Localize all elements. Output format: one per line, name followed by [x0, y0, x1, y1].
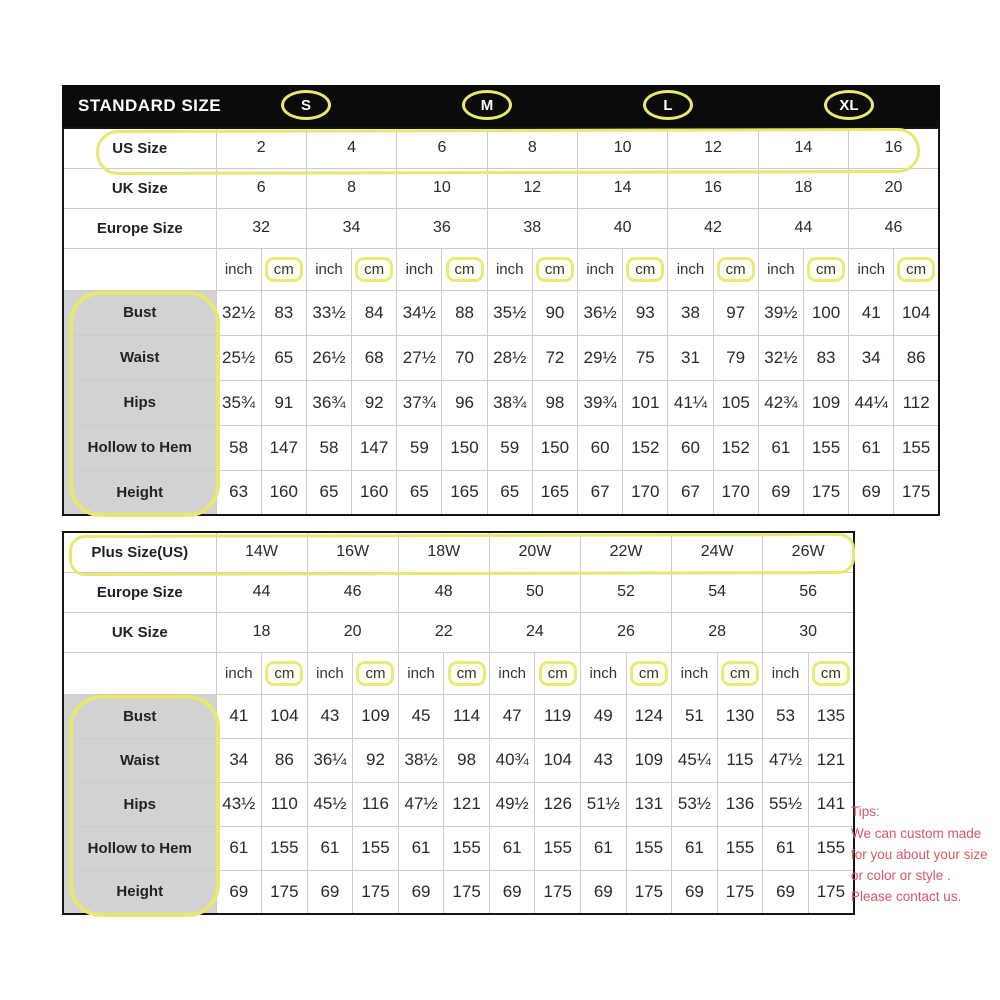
- measurement-value: 116: [353, 782, 399, 826]
- measurement-value: 69: [763, 870, 809, 914]
- measurement-value: 130: [717, 694, 763, 738]
- measurement-row: [63, 290, 939, 335]
- measurement-value: 51: [672, 694, 718, 738]
- measurement-value: 45: [398, 694, 444, 738]
- measurement-value: 60: [578, 425, 623, 470]
- unit-inch-label: inch: [398, 652, 444, 694]
- measurement-value: 51½: [581, 782, 627, 826]
- size-value: 22W: [581, 532, 672, 572]
- measurement-value: 152: [623, 425, 668, 470]
- measurement-value: 165: [532, 470, 577, 515]
- measurement-value: 49: [581, 694, 627, 738]
- measurement-value: 98: [532, 380, 577, 425]
- measurement-value: 25½: [216, 335, 261, 380]
- measurement-label: Height: [63, 870, 216, 914]
- size-value: 48: [398, 572, 489, 612]
- size-value: 6: [397, 128, 487, 168]
- size-value: 40: [578, 208, 668, 248]
- measurement-row: [63, 738, 854, 782]
- measurement-value: 63: [216, 470, 261, 515]
- measurement-value: 104: [535, 738, 581, 782]
- measurement-value: 175: [803, 470, 848, 515]
- measurement-value: 29½: [578, 335, 623, 380]
- cm-highlight-box: cm: [721, 661, 759, 686]
- cm-highlight-box: cm: [717, 257, 755, 282]
- measurement-value: 84: [352, 290, 397, 335]
- size-value: 20W: [489, 532, 580, 572]
- header-row: [63, 168, 939, 208]
- measurement-value: 33½: [306, 290, 351, 335]
- measurement-label: Bust: [63, 290, 216, 335]
- measurement-value: 155: [803, 425, 848, 470]
- unit-cm-cell: [717, 652, 763, 694]
- tips-line: We can custom made: [851, 826, 982, 841]
- measurement-value: 32½: [758, 335, 803, 380]
- measurement-value: 124: [626, 694, 672, 738]
- unit-cm-cell: [353, 652, 399, 694]
- measurement-label: Bust: [63, 694, 216, 738]
- unit-cm-cell: [442, 248, 487, 290]
- measurement-value: 36½: [578, 290, 623, 335]
- measurement-value: 175: [353, 870, 399, 914]
- measurement-value: 65: [487, 470, 532, 515]
- measurement-value: 175: [894, 470, 939, 515]
- measurement-value: 41: [216, 694, 262, 738]
- measurement-value: 61: [758, 425, 803, 470]
- custom-tips-note: [851, 801, 999, 907]
- header-row: [63, 128, 939, 168]
- size-value: 54: [672, 572, 763, 612]
- unit-cm-cell: [713, 248, 758, 290]
- measurement-value: 105: [713, 380, 758, 425]
- row-label: Europe Size: [63, 572, 216, 612]
- measurement-row: [63, 470, 939, 515]
- size-value: 44: [758, 208, 848, 248]
- size-value: 8: [306, 168, 396, 208]
- standard-size-title: STANDARD SIZE: [78, 96, 222, 115]
- measurement-value: 100: [803, 290, 848, 335]
- row-label: US Size: [63, 128, 216, 168]
- size-value: 26: [581, 612, 672, 652]
- measurement-label: Hips: [63, 380, 216, 425]
- header-row: [63, 208, 939, 248]
- measurement-value: 58: [216, 425, 261, 470]
- cm-highlight-box: cm: [446, 257, 484, 282]
- unit-inch-label: inch: [216, 652, 262, 694]
- measurement-value: 175: [808, 870, 854, 914]
- size-value: 46: [849, 208, 939, 248]
- measurement-value: 28½: [487, 335, 532, 380]
- measurement-value: 69: [307, 870, 353, 914]
- unit-cm-cell: [262, 652, 308, 694]
- measurement-value: 36¼: [307, 738, 353, 782]
- size-value: 44: [216, 572, 307, 612]
- size-value: 34: [306, 208, 396, 248]
- measurement-value: 155: [808, 826, 854, 870]
- size-value: 14W: [216, 532, 307, 572]
- unit-inch-label: inch: [581, 652, 627, 694]
- size-value: 2: [216, 128, 306, 168]
- measurement-value: 175: [262, 870, 308, 914]
- measurement-value: 147: [261, 425, 306, 470]
- unit-inch-label: inch: [306, 248, 351, 290]
- measurement-row: [63, 335, 939, 380]
- size-value: 56: [763, 572, 854, 612]
- measurement-value: 47½: [763, 738, 809, 782]
- size-value: 16: [668, 168, 758, 208]
- measurement-value: 47: [489, 694, 535, 738]
- unit-cm-cell: [623, 248, 668, 290]
- measurement-value: 110: [262, 782, 308, 826]
- measurement-value: 55½: [763, 782, 809, 826]
- measurement-value: 150: [442, 425, 487, 470]
- standard-size-header-bar: [62, 85, 940, 127]
- measurement-value: 67: [668, 470, 713, 515]
- measurement-value: 150: [532, 425, 577, 470]
- size-value: 18W: [398, 532, 489, 572]
- size-value: 10: [397, 168, 487, 208]
- measurement-value: 69: [758, 470, 803, 515]
- header-row: [63, 532, 854, 572]
- size-value: 38: [487, 208, 577, 248]
- size-value: 12: [668, 128, 758, 168]
- size-value: 24: [489, 612, 580, 652]
- measurement-value: 175: [717, 870, 763, 914]
- measurement-value: 65: [306, 470, 351, 515]
- size-value: 4: [306, 128, 396, 168]
- row-label: UK Size: [63, 612, 216, 652]
- cm-highlight-box: cm: [630, 661, 668, 686]
- measurement-value: 37¾: [397, 380, 442, 425]
- unit-inch-label: inch: [489, 652, 535, 694]
- measurement-value: 61: [398, 826, 444, 870]
- measurement-label: Waist: [63, 738, 216, 782]
- measurement-value: 175: [444, 870, 490, 914]
- unit-cm-cell: [894, 248, 939, 290]
- measurement-value: 160: [352, 470, 397, 515]
- tips-line: for you about your size: [851, 847, 988, 862]
- measurement-value: 45½: [307, 782, 353, 826]
- measurement-value: 86: [894, 335, 939, 380]
- cm-highlight-box: cm: [812, 661, 850, 686]
- measurement-value: 36¾: [306, 380, 351, 425]
- measurement-value: 39¾: [578, 380, 623, 425]
- measurement-value: 39½: [758, 290, 803, 335]
- unit-inch-label: inch: [216, 248, 261, 290]
- measurement-value: 67: [578, 470, 623, 515]
- measurement-value: 160: [261, 470, 306, 515]
- tips-line: or color or style .: [851, 868, 951, 883]
- measurement-value: 43: [581, 738, 627, 782]
- plus-size-grid: [62, 531, 855, 915]
- unit-cm-cell: [261, 248, 306, 290]
- cm-highlight-box: cm: [448, 661, 486, 686]
- unit-row: [63, 652, 854, 694]
- measurement-value: 92: [353, 738, 399, 782]
- measurement-value: 91: [261, 380, 306, 425]
- measurement-value: 38½: [398, 738, 444, 782]
- measurement-value: 31: [668, 335, 713, 380]
- measurement-value: 79: [713, 335, 758, 380]
- measurement-value: 165: [442, 470, 487, 515]
- unit-inch-label: inch: [672, 652, 718, 694]
- measurement-value: 32½: [216, 290, 261, 335]
- measurement-value: 38: [668, 290, 713, 335]
- measurement-value: 88: [442, 290, 487, 335]
- measurement-value: 43½: [216, 782, 262, 826]
- row-label: Europe Size: [63, 208, 216, 248]
- measurement-value: 104: [894, 290, 939, 335]
- measurement-value: 49½: [489, 782, 535, 826]
- measurement-value: 155: [535, 826, 581, 870]
- unit-row-label: [63, 248, 216, 290]
- measurement-value: 41: [849, 290, 894, 335]
- cm-highlight-box: cm: [807, 257, 845, 282]
- size-value: 20: [849, 168, 939, 208]
- measurement-value: 45¼: [672, 738, 718, 782]
- measurement-value: 38¾: [487, 380, 532, 425]
- size-badge-l: L: [643, 90, 693, 120]
- plus-size-table: [62, 531, 855, 915]
- size-value: 18: [216, 612, 307, 652]
- measurement-value: 170: [623, 470, 668, 515]
- measurement-value: 65: [261, 335, 306, 380]
- measurement-value: 155: [626, 826, 672, 870]
- measurement-value: 43: [307, 694, 353, 738]
- size-value: 26W: [763, 532, 854, 572]
- unit-inch-label: inch: [578, 248, 623, 290]
- measurement-value: 109: [626, 738, 672, 782]
- measurement-value: 141: [808, 782, 854, 826]
- unit-cm-cell: [535, 652, 581, 694]
- measurement-value: 114: [444, 694, 490, 738]
- size-value: 8: [487, 128, 577, 168]
- measurement-row: [63, 380, 939, 425]
- size-value: 18: [758, 168, 848, 208]
- measurement-value: 98: [444, 738, 490, 782]
- measurement-value: 155: [444, 826, 490, 870]
- measurement-label: Hollow to Hem: [63, 425, 216, 470]
- measurement-value: 34: [216, 738, 262, 782]
- measurement-value: 61: [489, 826, 535, 870]
- measurement-value: 60: [668, 425, 713, 470]
- measurement-value: 35½: [487, 290, 532, 335]
- unit-inch-label: inch: [397, 248, 442, 290]
- measurement-value: 69: [489, 870, 535, 914]
- measurement-value: 42¾: [758, 380, 803, 425]
- measurement-value: 53½: [672, 782, 718, 826]
- measurement-value: 121: [808, 738, 854, 782]
- unit-inch-label: inch: [758, 248, 803, 290]
- measurement-label: Hollow to Hem: [63, 826, 216, 870]
- measurement-value: 72: [532, 335, 577, 380]
- measurement-value: 92: [352, 380, 397, 425]
- measurement-value: 41¼: [668, 380, 713, 425]
- row-label: UK Size: [63, 168, 216, 208]
- cm-highlight-box: cm: [355, 257, 393, 282]
- measurement-value: 175: [535, 870, 581, 914]
- measurement-value: 68: [352, 335, 397, 380]
- measurement-value: 75: [623, 335, 668, 380]
- measurement-value: 58: [306, 425, 351, 470]
- measurement-value: 61: [763, 826, 809, 870]
- cm-highlight-box: cm: [356, 661, 394, 686]
- measurement-value: 175: [626, 870, 672, 914]
- measurement-value: 59: [397, 425, 442, 470]
- measurement-row: [63, 694, 854, 738]
- measurement-value: 126: [535, 782, 581, 826]
- size-value: 50: [489, 572, 580, 612]
- measurement-value: 34: [849, 335, 894, 380]
- measurement-value: 170: [713, 470, 758, 515]
- size-value: 28: [672, 612, 763, 652]
- measurement-value: 83: [803, 335, 848, 380]
- measurement-value: 61: [216, 826, 262, 870]
- unit-inch-label: inch: [668, 248, 713, 290]
- unit-row: [63, 248, 939, 290]
- measurement-row: [63, 782, 854, 826]
- size-value: 20: [307, 612, 398, 652]
- measurement-value: 147: [352, 425, 397, 470]
- size-value: 12: [487, 168, 577, 208]
- size-badge-xl: XL: [824, 90, 874, 120]
- measurement-value: 59: [487, 425, 532, 470]
- measurement-value: 155: [717, 826, 763, 870]
- measurement-value: 86: [262, 738, 308, 782]
- measurement-value: 61: [672, 826, 718, 870]
- measurement-value: 65: [397, 470, 442, 515]
- unit-cm-cell: [808, 652, 854, 694]
- tips-heading: Tips:: [851, 804, 880, 819]
- measurement-value: 70: [442, 335, 487, 380]
- measurement-value: 121: [444, 782, 490, 826]
- header-row: [63, 612, 854, 652]
- measurement-row: [63, 870, 854, 914]
- size-value: 24W: [672, 532, 763, 572]
- measurement-value: 44¼: [849, 380, 894, 425]
- measurement-value: 96: [442, 380, 487, 425]
- unit-inch-label: inch: [763, 652, 809, 694]
- unit-row-label: [63, 652, 216, 694]
- measurement-value: 152: [713, 425, 758, 470]
- measurement-value: 101: [623, 380, 668, 425]
- measurement-value: 90: [532, 290, 577, 335]
- measurement-value: 47½: [398, 782, 444, 826]
- measurement-value: 53: [763, 694, 809, 738]
- measurement-value: 131: [626, 782, 672, 826]
- unit-cm-cell: [626, 652, 672, 694]
- size-value: 6: [216, 168, 306, 208]
- unit-cm-cell: [352, 248, 397, 290]
- measurement-value: 112: [894, 380, 939, 425]
- cm-highlight-box: cm: [897, 257, 935, 282]
- size-value: 30: [763, 612, 854, 652]
- size-value: 42: [668, 208, 758, 248]
- measurement-value: 26½: [306, 335, 351, 380]
- measurement-value: 69: [216, 870, 262, 914]
- measurement-value: 135: [808, 694, 854, 738]
- cm-highlight-box: cm: [265, 661, 303, 686]
- measurement-value: 97: [713, 290, 758, 335]
- size-value: 32: [216, 208, 306, 248]
- measurement-value: 61: [307, 826, 353, 870]
- cm-highlight-box: cm: [626, 257, 664, 282]
- measurement-value: 69: [849, 470, 894, 515]
- measurement-value: 155: [353, 826, 399, 870]
- measurement-value: 69: [581, 870, 627, 914]
- standard-size-grid: [62, 127, 940, 516]
- measurement-value: 69: [672, 870, 718, 914]
- measurement-value: 109: [353, 694, 399, 738]
- cm-highlight-box: cm: [265, 257, 303, 282]
- header-row: [63, 572, 854, 612]
- measurement-value: 83: [261, 290, 306, 335]
- measurement-value: 115: [717, 738, 763, 782]
- measurement-value: 69: [398, 870, 444, 914]
- unit-inch-label: inch: [849, 248, 894, 290]
- unit-cm-cell: [532, 248, 577, 290]
- measurement-value: 119: [535, 694, 581, 738]
- measurement-value: 104: [262, 694, 308, 738]
- measurement-value: 34½: [397, 290, 442, 335]
- measurement-row: [63, 425, 939, 470]
- measurement-value: 155: [894, 425, 939, 470]
- unit-inch-label: inch: [487, 248, 532, 290]
- tips-line: Please contact us.: [851, 889, 962, 904]
- size-value: 46: [307, 572, 398, 612]
- size-badge-s: S: [281, 90, 331, 120]
- size-value: 14: [758, 128, 848, 168]
- measurement-value: 61: [849, 425, 894, 470]
- size-value: 16W: [307, 532, 398, 572]
- measurement-value: 61: [581, 826, 627, 870]
- measurement-value: 93: [623, 290, 668, 335]
- unit-cm-cell: [444, 652, 490, 694]
- measurement-value: 109: [803, 380, 848, 425]
- standard-size-table: [62, 85, 940, 516]
- cm-highlight-box: cm: [536, 257, 574, 282]
- measurement-value: 40¾: [489, 738, 535, 782]
- size-value: 16: [849, 128, 939, 168]
- cm-highlight-box: cm: [539, 661, 577, 686]
- measurement-label: Hips: [63, 782, 216, 826]
- size-value: 52: [581, 572, 672, 612]
- measurement-value: 136: [717, 782, 763, 826]
- measurement-value: 155: [262, 826, 308, 870]
- row-label: Plus Size(US): [63, 532, 216, 572]
- unit-cm-cell: [803, 248, 848, 290]
- unit-inch-label: inch: [307, 652, 353, 694]
- size-value: 36: [397, 208, 487, 248]
- tips-lines: [851, 823, 999, 907]
- measurement-label: Waist: [63, 335, 216, 380]
- measurement-value: 27½: [397, 335, 442, 380]
- size-value: 10: [578, 128, 668, 168]
- measurement-row: [63, 826, 854, 870]
- measurement-value: 35¾: [216, 380, 261, 425]
- size-value: 22: [398, 612, 489, 652]
- size-badge-m: M: [462, 90, 512, 120]
- size-value: 14: [578, 168, 668, 208]
- measurement-label: Height: [63, 470, 216, 515]
